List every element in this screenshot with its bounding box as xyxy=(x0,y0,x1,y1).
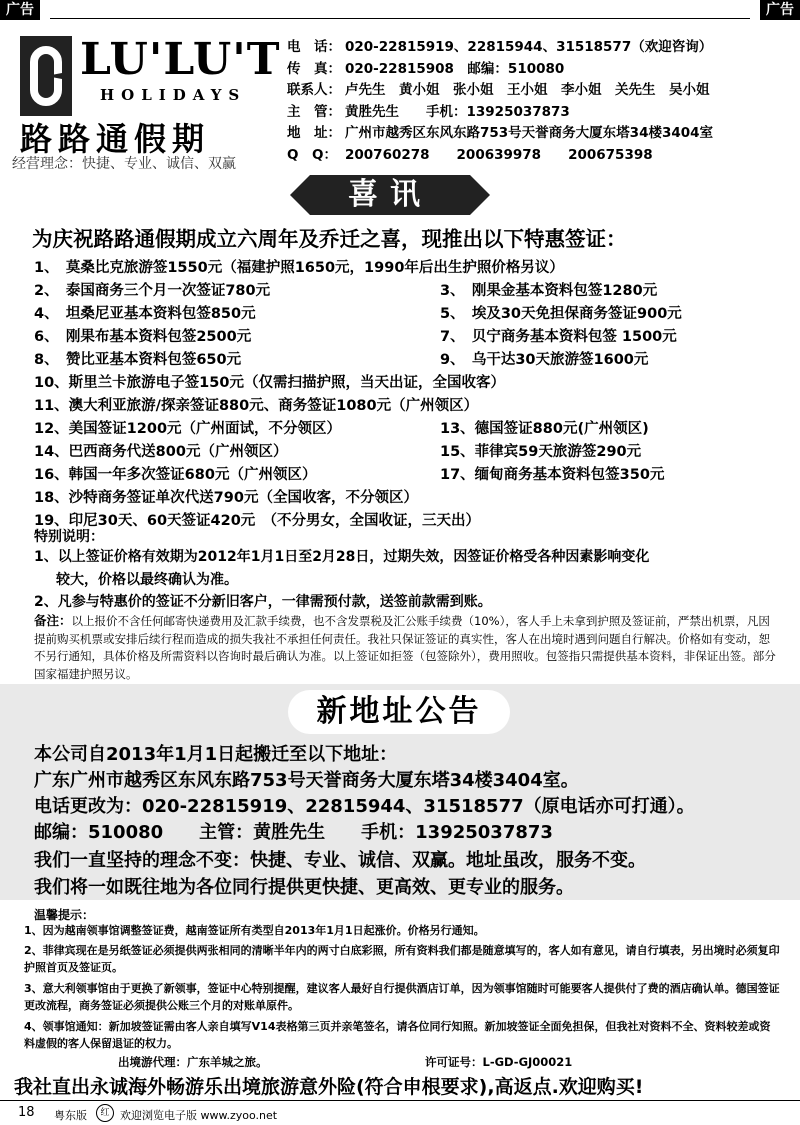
visa-item: 18、沙特商务签证单次代送790元（全国收客，不分领区） xyxy=(34,490,418,506)
visa-item: 8、 赞比亚基本资料包签650元 xyxy=(34,352,242,368)
address-line: 广东广州市越秀区东风东路753号天誉商务大厦东塔34楼3404室。 xyxy=(34,770,579,791)
contact-persons: 联系人： 卢先生 黄小姐 张小姐 王小姐 李小姐 关先生 吴小姐 xyxy=(287,82,710,98)
address-line: 邮编：510080 主管：黄胜先生 手机：13925037873 xyxy=(34,822,553,843)
tip-item: 4、领事馆通知：新加坡签证需由客人亲自填写V14表格第三页并亲笔签名，请各位同行知照。新加坡签证全面免担保，但我社对资料不全、资料较差或资料虚假的客人保留退证的权力。 xyxy=(24,1020,771,1050)
visa-item: 9、 乌干达30天旅游签1600元 xyxy=(440,352,649,368)
address-line: 我们将一如既往地为各位同行提供更快捷、更高效、更专业的服务。 xyxy=(34,877,574,898)
company-logo xyxy=(8,28,281,178)
visa-item: 1、 莫桑比克旅游签1550元（福建护照1650元，1990年后出生护照价格另议） xyxy=(34,260,564,276)
visa-item: 10、斯里兰卡旅游电子签150元（仅需扫描护照，当天出证，全国收客） xyxy=(34,375,505,391)
address-line: 我们一直坚持的理念不变：快捷、专业、诚信、双赢。地址虽改，服务不变。 xyxy=(34,850,646,871)
insurance-slogan: 我社直出永诚海外畅游乐出境旅游意外险(符合申根要求),高返点.欢迎购买! xyxy=(14,1076,644,1098)
edition-label: 粤东版 xyxy=(54,1109,87,1122)
good-news-banner: 喜讯 xyxy=(290,175,490,215)
ad-tag-right: 广告 xyxy=(760,0,800,20)
visa-item: 17、缅甸商务基本资料包签350元 xyxy=(440,467,665,483)
permit-number: 许可证号：L-GD-GJ00021 xyxy=(425,1055,573,1069)
promo-headline: 为庆祝路路通假期成立六周年及乔迁之喜，现推出以下特惠签证： xyxy=(32,227,627,251)
visa-item: 4、 坦桑尼亚基本资料包签850元 xyxy=(34,306,256,322)
logo-sub: HOLIDAYS xyxy=(100,86,247,104)
tip-item: 1、因为越南领事馆调整签证费，越南签证所有类型自2013年1月1日起涨价。价格另行通知。 xyxy=(24,924,485,937)
tip-item: 3、意大利领事馆由于更换了新领事，签证中心特别提醒，建议客人最好自行提供酒店订单，因为领事馆随时可能要客人提供付了费的酒店确认单。德国签证更改流程，商务签证必须提供公账三个月的对账单原件。 xyxy=(24,982,780,1012)
logo-brand: LU'LU'T xyxy=(80,34,281,85)
visa-item: 19、印尼30天、60天签证420元 （不分男女，全国收证，三天出） xyxy=(34,513,481,529)
visa-item: 14、巴西商务代送800元（广州领区） xyxy=(34,444,288,460)
visa-item: 15、菲律宾59天旅游签290元 xyxy=(440,444,642,460)
address-line: 本公司自2013年1月1日起搬迁至以下地址： xyxy=(34,744,398,765)
visa-item: 16、韩国一年多次签证680元（广州领区） xyxy=(34,467,317,483)
ad-tag-left: 广告 xyxy=(0,0,40,20)
special-note-title: 特别说明： xyxy=(34,529,104,545)
remark-label: 备注： xyxy=(34,613,72,628)
address-line: 电话更改为：020-22815919、22815944、31518577（原电话亦可打通）。 xyxy=(34,796,695,817)
logo-cn: 路路通假期 xyxy=(20,120,211,158)
logo-s-icon xyxy=(20,36,72,116)
visa-item: 6、 刚果布基本资料包签2500元 xyxy=(34,329,252,345)
new-address-banner: 新地址公告 xyxy=(288,690,510,734)
tip-item: 2、菲律宾现在是另纸签证必须提供两张相同的清晰半年内的两寸白底彩照，所有资料我们都是随意填写的，客人如有意见，请自行填表，另出境时必须复印护照首页及签证页。 xyxy=(24,944,780,974)
visa-item: 2、 泰国商务三个月一次签证780元 xyxy=(34,283,271,299)
special-note-line: 较大，价格以最终确认为准。 xyxy=(56,572,238,588)
visa-item: 7、 贝宁商务基本资料包签 1500元 xyxy=(440,329,677,345)
contact-manager: 主 管： 黄胜先生 手机：13925037873 xyxy=(287,103,570,120)
remark-paragraph xyxy=(34,612,778,683)
contact-qq: Q Q： 200760278 200639978 200675398 xyxy=(287,146,653,163)
visa-item: 13、德国签证880元(广州领区) xyxy=(440,421,649,437)
visa-item: 5、 埃及30天免担保商务签证900元 xyxy=(440,306,682,322)
remark-text: 以上报价不含任何邮寄快递费用及汇款手续费，也不含发票税及汇公账手续费（10%），客人手上未拿到护照及签证前，严禁出机票，凡因提前购买机票或安排后续行程而造成的损失我社不承担任何责任。我社只保证签证的真实性，客人在出境时遇到问题自行解决。价格如有变动，恕不另行通知，具体价格及所需资料以咨询时最后确认为准。以上签证如拒签（包签除外），费用照收。包签指只需提供基本资料，非保证出签。部分国家福建护照另议。 xyxy=(34,614,776,681)
tips-title: 温馨提示： xyxy=(34,908,95,922)
website-link[interactable]: 欢迎浏览电子版 www.zyoo.net xyxy=(120,1109,278,1122)
brand-circle-icon: 红 xyxy=(96,1104,114,1122)
outbound-agent: 出境游代理：广东羊城之旅。 xyxy=(118,1055,268,1069)
visa-item: 3、 刚果金基本资料包签1280元 xyxy=(440,283,658,299)
contact-fax: 传 真： 020-22815908 邮编：510080 xyxy=(287,60,565,77)
special-note-line: 2、凡参与特惠价的签证不分新旧客户，一律需预付款，送签前款需到账。 xyxy=(34,594,492,610)
contact-phone: 电 话： 020-22815919、22815944、31518577（欢迎咨询） xyxy=(287,39,713,55)
contact-address: 地 址： 广州市越秀区东风东路753号天誉商务大厦东塔34楼3404室 xyxy=(287,125,714,141)
footer-rule xyxy=(0,1100,800,1101)
top-rule xyxy=(50,18,750,19)
contact-block xyxy=(287,37,713,166)
visa-item: 12、美国签证1200元（广州面试，不分领区） xyxy=(34,421,342,437)
company-motto: 经营理念：快捷、专业、诚信、双赢 xyxy=(12,156,236,172)
visa-item: 11、澳大利亚旅游/探亲签证880元、商务签证1080元（广州领区） xyxy=(34,398,479,414)
page-number: 18 xyxy=(18,1105,35,1120)
special-note-line: 1、以上签证价格有效期为2012年1月1日至2月28日，过期失效，因签证价格受各种因素影响变化 xyxy=(34,549,650,565)
